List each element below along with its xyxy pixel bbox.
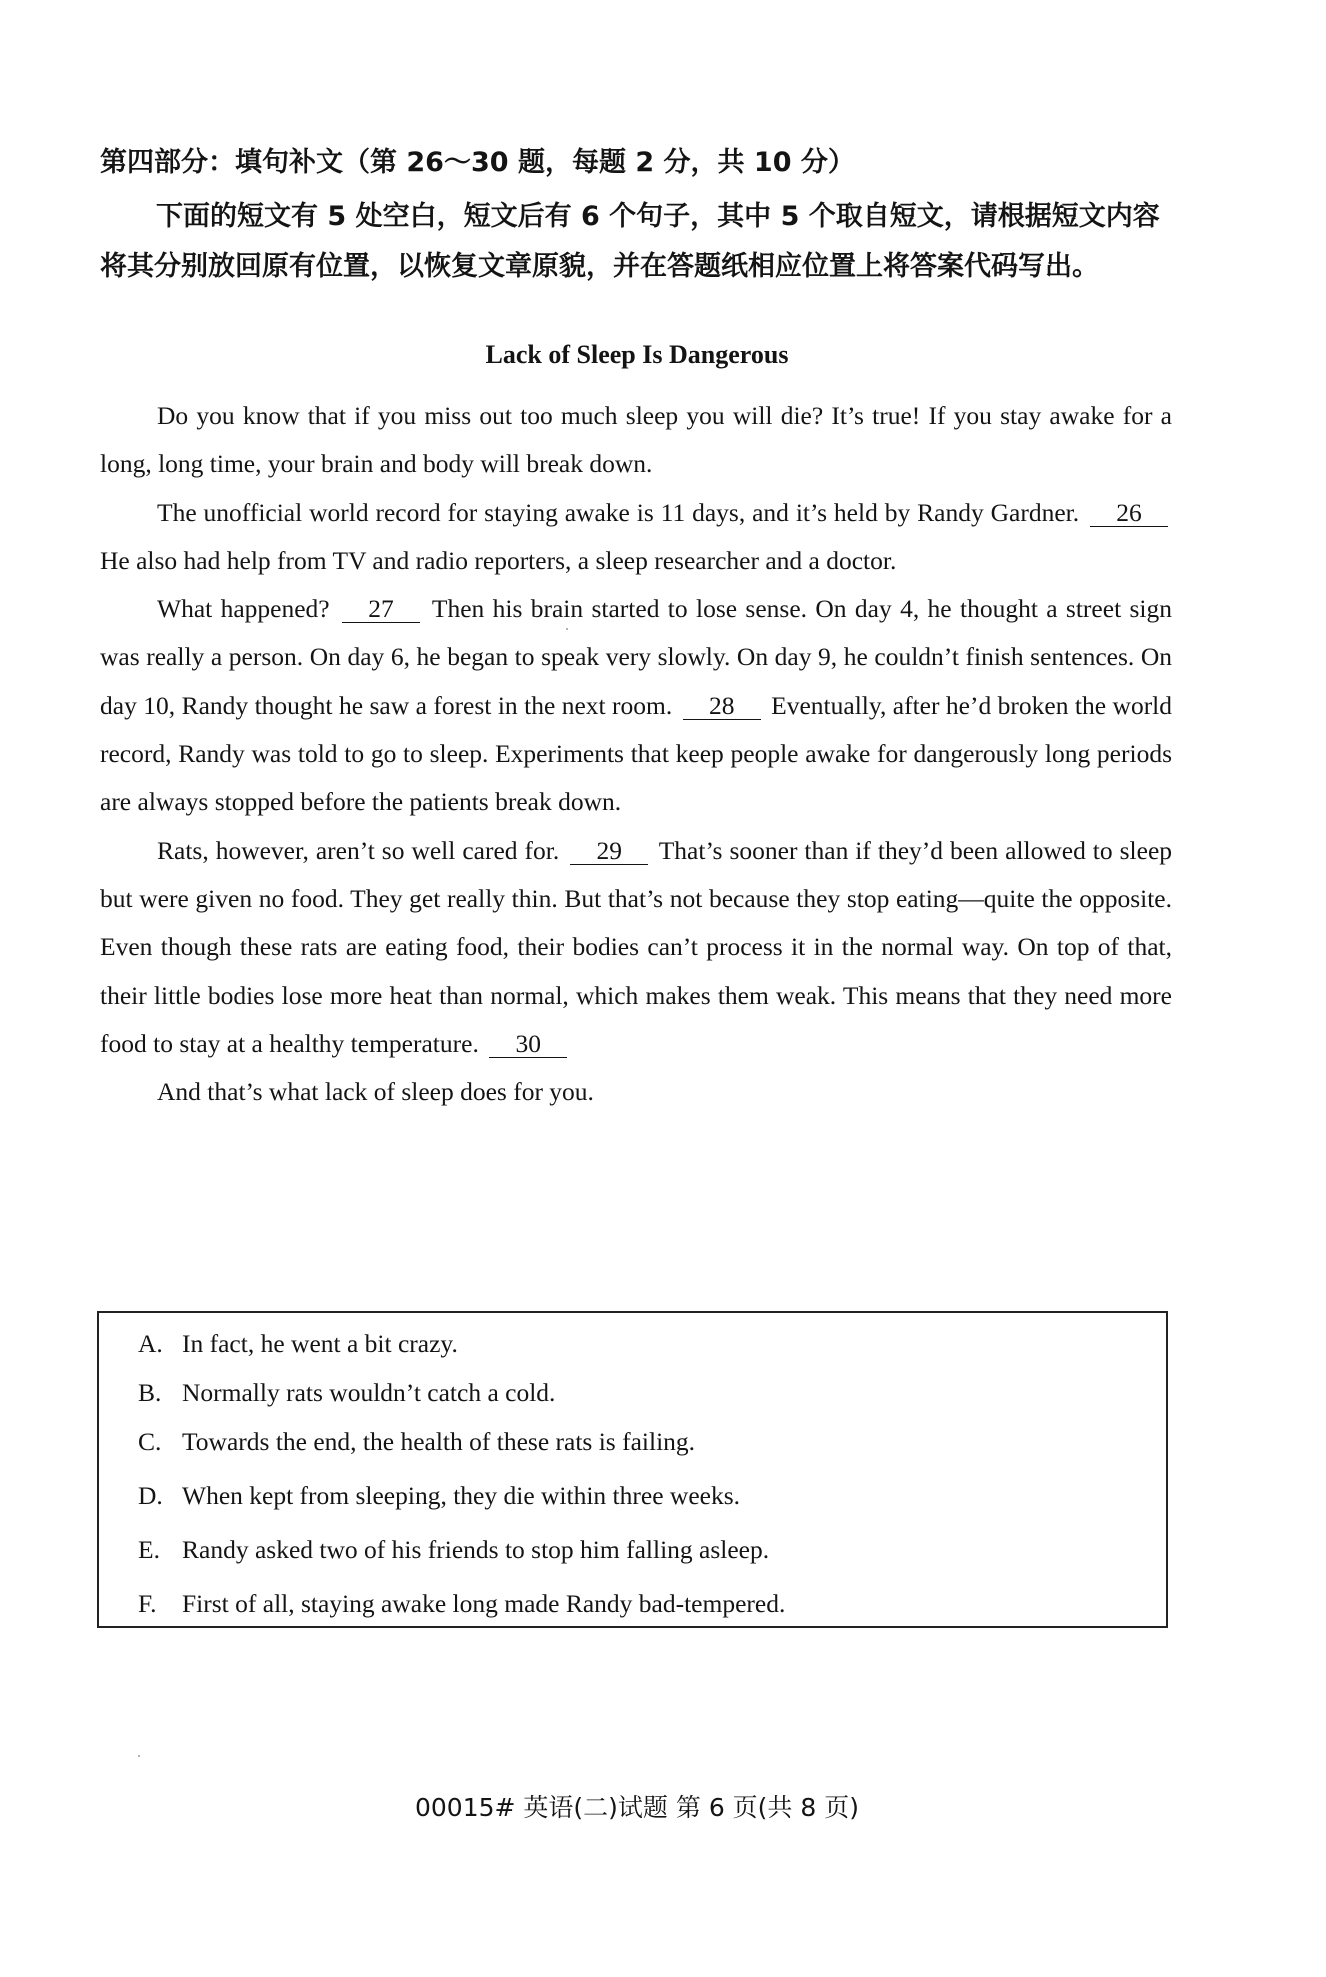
article-title: Lack of Sleep Is Dangerous xyxy=(485,340,789,369)
option-e xyxy=(138,1533,769,1567)
paragraph-1: Do you know that if you miss out too much sleep you will die? It’s true! If you stay awake for a long, long time, your brain and body will break down. xyxy=(100,401,1172,479)
page-footer: 00015# 英语(二)试题 第 6 页(共 8 页) xyxy=(415,1793,859,1822)
blank-26: 26 xyxy=(1090,500,1168,527)
article-body xyxy=(100,392,1172,1116)
blank-27: 27 xyxy=(342,596,420,623)
p2-text-before: The unofficial world record for staying awake is 11 days, and it’s held by Randy Gardner. xyxy=(157,497,1080,527)
paragraph-4 xyxy=(100,827,1172,1068)
option-text: Normally rats wouldn’t catch a cold. xyxy=(182,1378,556,1407)
option-text: In fact, he went a bit crazy. xyxy=(182,1329,458,1358)
blank-28: 28 xyxy=(683,693,761,720)
p2-text-after: He also had help from TV and radio reporters, a sleep researcher and a doctor. xyxy=(100,545,897,575)
option-letter: D. xyxy=(138,1481,163,1510)
section-heading: 第四部分：填句补文（第 26～30 题，每题 2 分，共 10 分） xyxy=(100,147,855,178)
scan-speck xyxy=(138,1755,140,1757)
p3-text-before: What happened? xyxy=(157,594,330,624)
options-box xyxy=(97,1311,1168,1628)
option-text: When kept from sleeping, they die within three weeks. xyxy=(182,1481,740,1510)
blank-30: 30 xyxy=(489,1031,567,1058)
paragraph-2 xyxy=(100,489,1172,586)
option-b xyxy=(138,1376,555,1410)
option-text: Towards the end, the health of these rats is failing. xyxy=(182,1427,696,1456)
option-letter: B. xyxy=(138,1378,162,1407)
p4-text-before: Rats, however, aren’t so well cared for. xyxy=(157,835,560,865)
option-letter: F. xyxy=(138,1589,157,1618)
option-letter: C. xyxy=(138,1427,162,1456)
blank-29: 29 xyxy=(570,838,648,865)
scan-speck xyxy=(566,628,568,630)
option-a xyxy=(138,1327,458,1361)
option-text: Randy asked two of his friends to stop him falling asleep. xyxy=(182,1535,770,1564)
option-letter: A. xyxy=(138,1329,163,1358)
option-f xyxy=(138,1587,785,1621)
section-instructions: 下面的短文有 5 处空白，短文后有 6 个句子，其中 5 个取自短文，请根据短文内容将其分别放回原有位置，以恢复文章原貌，并在答题纸相应位置上将答案代码写出。 xyxy=(100,201,1160,282)
option-c xyxy=(138,1425,695,1459)
p4-text-middle: That’s sooner than if they’d been allowed to sleep but were given no food. They get really thin. But that’s not because they stop eating—quite the opposite. Even though these rats are eating food, their bodies can’t process it in the normal way. On top of that, their little bodies lose more heat than normal, which makes them weak. This means that they need more food to stay at a healthy temperature. xyxy=(100,835,1173,1058)
p3-text-middle: Then his brain started to lose sense. On day 4, he thought a street sign was really a person. On day 6, he began to speak very slowly. On day 9, he couldn’t finish sentences. On day 10, Randy thought he saw a forest in the next room. xyxy=(100,594,1173,720)
paragraph-5: And that’s what lack of sleep does for you. xyxy=(157,1077,594,1107)
paragraph-3 xyxy=(100,585,1172,826)
option-d xyxy=(138,1479,740,1513)
option-text: First of all, staying awake long made Randy bad-tempered. xyxy=(182,1589,786,1618)
p3-text-after: Eventually, after he’d broken the world record, Randy was told to go to sleep. Experiments that keep people awake for dangerously long periods are always stopped before the patients break down. xyxy=(100,690,1173,817)
option-letter: E. xyxy=(138,1535,160,1564)
